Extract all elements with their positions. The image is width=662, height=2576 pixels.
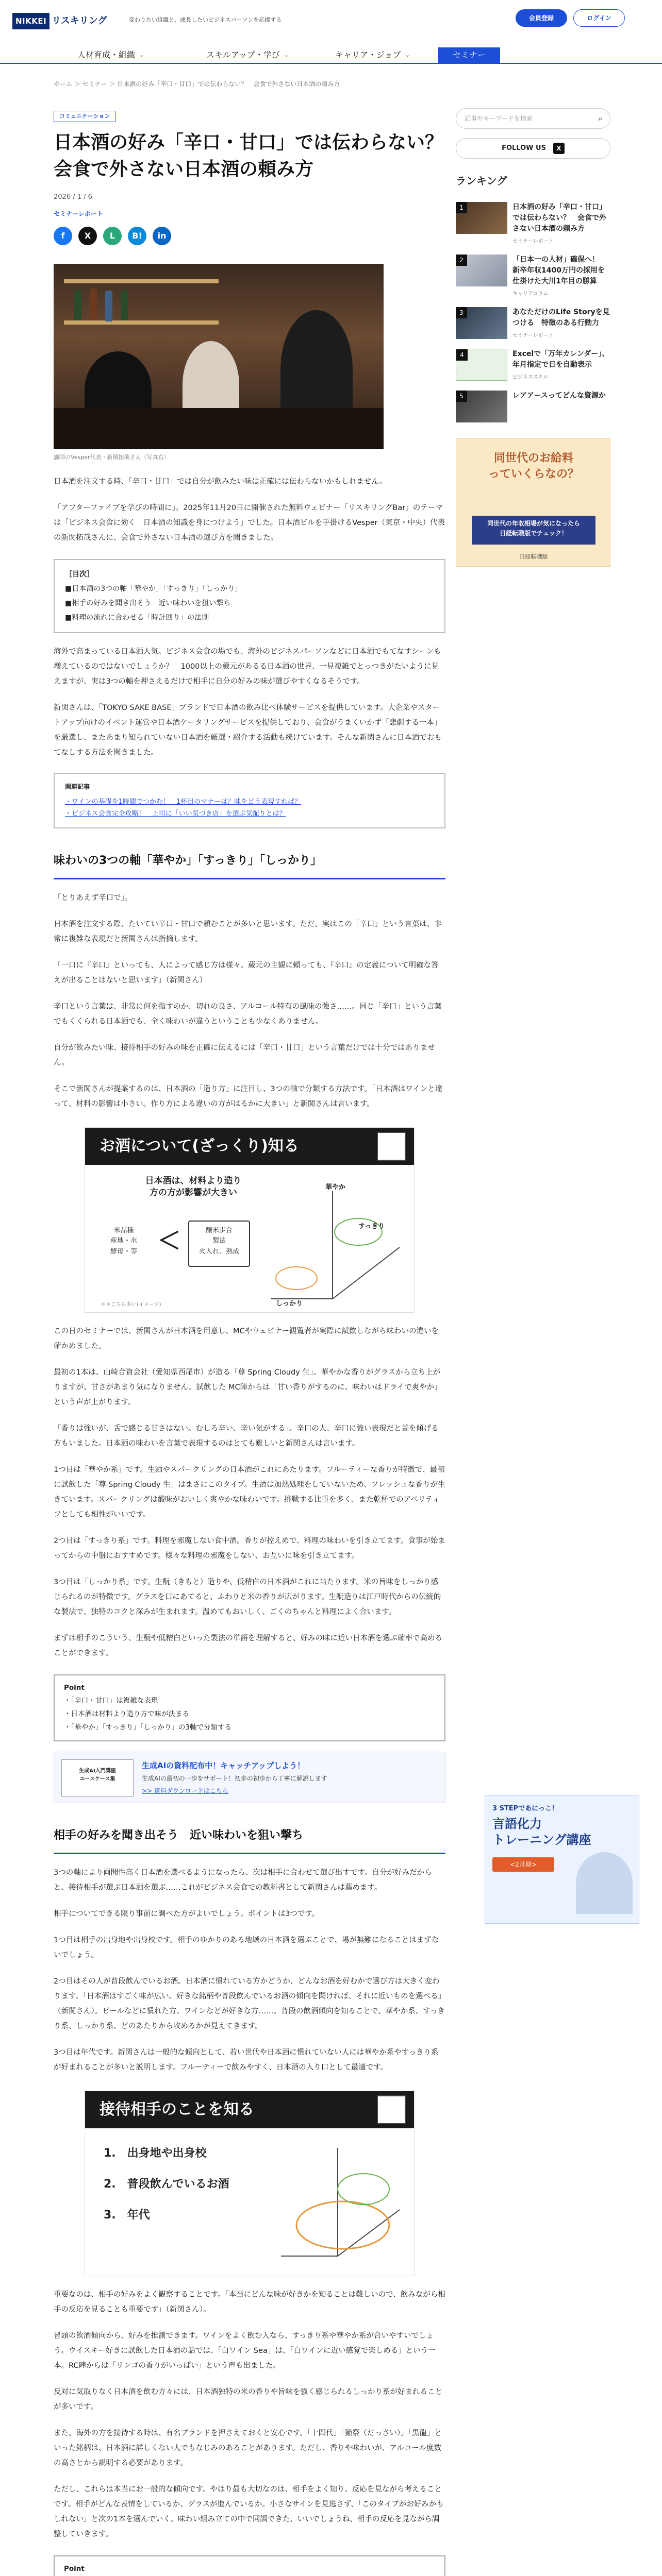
paragraph: 最初の1本は、山崎合資会社（愛知県西尾市）が造る「尊 Spring Cloudy 生」。華やかな香りがグラスから立ち上がりますが、甘さがあまり気になりません。試飲した MC陣からは「甘い香りがするのに、味わいはドライで爽やか」という声が上がります。 [54,1368,442,1406]
slide-know-guest [85,2091,415,2276]
slide-statement: 日本酒は、材料より造り方の方が影響が大きい [145,1175,242,1198]
paragraph: 「香りは強いが、舌で感じる甘さはない。むしろ辛い、辛い気がする」。辛口の人、辛口に強い表現だと首を傾げる方もいました。日本酒の味わいを言葉で表現するのはとても難しいと新関さんは言います。 [54,1424,439,1448]
photo-caption: 講師のVesper代表・新関拓哉さん（写真右） [54,454,170,461]
axis-label-crisp: すっきり [358,1222,385,1230]
chevron-down-icon: ⌄ [284,51,289,58]
paragraph: 「一口に『辛口』といっても、人によって感じ方は様々。蔵元の主観に頼っても、『辛口』の定義について明確な答えが出ることはないと思います」（新関さん） [54,961,439,985]
qr-code-icon [378,1133,405,1160]
promo-banner-genai[interactable] [54,1752,445,1803]
sidebar-ad-salary[interactable] [456,438,610,567]
follow-label: FOLLOW US [502,144,546,152]
ranking-title-text: 「日本一の人材」確保へ！ 新卒年収1400万円の採用を仕掛けた大川1年目の勝算 [512,256,606,285]
rank-number: 2 [456,255,467,266]
search-placeholder: 記事やキーワードを検索 [465,115,533,122]
slide-note: ＊＊こちら多い(イメージ) [101,1301,161,1308]
slide-sake-basics [85,1127,415,1313]
paragraph: 日本酒を注文する時、「辛口・甘口」では自分が飲みたい味は正確には伝わらないかもしれません。 [54,478,387,486]
paragraph: そこで新関さんが提案するのは、日本酒の「造り方」に注目し、3つの軸で分類する方法です。「日本酒はワインと違って、材料の影響は小さい。作り方による違いの方がはるかに大きい」と新関さんは言います。 [54,1084,443,1108]
bottle-shape [74,290,81,320]
nav-underline [0,63,662,64]
point-title: Point [64,1683,85,1692]
slide-title: お酒について(ざっくり)知る [85,1128,415,1165]
paragraph: 3つの軸により両聞性高く日本酒を選べるようになったら、次は相手に合わせて選び出すです。自分が好みだからと、接待相手が選ぶ日本酒を選ぶ……これがビジネス会食での教科書として新関さんは薦めます。 [54,1868,432,1892]
section-heading: 味わいの3つの軸「華やか」「すっきり」「しっかり」 [54,850,445,879]
point-box [54,1674,445,1742]
qr-code-icon [378,2096,405,2123]
site-tagline: 変わりたい組織と、成長したいビジネスパーソンを応援する [129,16,282,23]
promo-thumbnail: 生成AI入門講座 ユースケース集 [61,1759,134,1797]
facebook-icon[interactable]: f [54,227,72,245]
ranking-thumbnail [456,391,507,422]
related-articles [54,773,445,828]
related-link[interactable]: ・ワインの基礎を1時間でつかむ！ 1杯目のマナーは？味をどう表現すれば？ [65,798,302,806]
member-register-button[interactable]: 会員登録 [516,9,567,27]
related-link[interactable]: ・ビジネス会食完全攻略！ 上司に「いい気づき店」を選ぶ気配りとは？ [65,810,286,818]
nav-label: キャリア・ジョブ [335,49,401,60]
point-item: ・「華やか」「すっきり」「しっかり」の3軸で分類する [64,1723,232,1732]
nav-item-career[interactable] [335,47,410,63]
sidebar [456,108,610,567]
section-heading: 相手の好みを聞き出そう 近い味わいを狙い撃ち [54,1825,445,1854]
toc-item[interactable]: ■料理の流れに合わせる「時計回り」の法則 [65,614,209,622]
slide-ingredients: 米品種 産地・水 酵母・等 [110,1226,137,1256]
logo-box: NIKKEI [12,13,49,30]
slide-title: 接待相手のことを知る [85,2091,415,2128]
rank-number: 4 [456,349,468,361]
x-icon: X [553,143,565,154]
bar-shelf [64,320,219,325]
ranking-item[interactable] [456,349,610,382]
ad-brand: 日経転職版 [519,553,548,560]
promo-description: 生成AIの最初の一歩をサポート！初歩の初歩から丁寧に解説します [142,1775,327,1783]
search-input[interactable] [456,108,610,129]
paragraph: 冒頭の飲酒傾向から、好みを推測できます。ワインをよく飲む人なら、すっきり系や華やか系が合いやすいでしょう。ウイスキー好きに試飲した日本酒の話では、「白ワイン Sea」は、「白ワインに近い感覚で楽しめる」という一本。RC陣からは「リンゴの香りがいっぱい」という声も出ました。 [54,2331,436,2370]
ranking-thumbnail [456,202,507,234]
slide-list-item: 3. 年代 [104,2208,150,2222]
ranking-thumbnail [456,307,507,339]
flavor-axes-diagram [276,2138,405,2266]
nav-item-seminar[interactable] [438,47,500,63]
table-of-contents [54,559,445,633]
ranking-title-text: あなただけのLife Storyを見つける 特徴のある行動力 [512,308,610,327]
login-button[interactable]: ログイン [573,9,625,27]
logo-text: リスキリング [52,15,107,26]
bottle-shape [105,291,112,321]
x-icon[interactable]: X [78,227,97,245]
hatena-icon[interactable]: B! [128,227,146,245]
bottle-shape [90,289,97,319]
paragraph: 海外で高まっている日本酒人気。ビジネス会食の場でも、海外のビジネスパーソンなどに日本酒でもてなすシーンも増えているのではないでしょうか？ 1000以上の蔵元があるる日本酒の世界、一見複雑でとっつきがたいように見えますが、実は3つの軸を押さえるだけで相手に自分の好みの味が選びやすくなるそうです。 [54,648,441,686]
site-logo[interactable] [12,12,107,30]
paragraph: まずは相手のこういう、生酛や低精白といった製法の単語を理解すると、好みの味に近い日本酒を選ぶ確率で高めることができます。 [54,1634,442,1657]
slide-list-item: 2. 普段飲んでいるお酒 [104,2177,229,2191]
chevron-down-icon: ⌄ [405,51,410,58]
point-title: Point [64,2564,85,2573]
paragraph: 1つ目は「華やか系」です。生酒やスパークリングの日本酒がこれにあたります。フルーティーな香りが特徴で、最初に試飲した「尊 Spring Cloudy 生」はまさにこのタイプ。生酒は加熱処理をしていないため、フレッシュな香りが生きています。スパークリングは酸味がおいしく爽やかな味わいです。挑戦する比重を多く、また乾杯でのアペリティフとしても相性がいいです。 [54,1465,445,1519]
bottle-shape [121,290,128,320]
nav-item-hr[interactable] [77,47,144,63]
share-buttons [54,227,445,245]
less-than-symbol: ＜ [157,1226,181,1255]
paragraph: 重要なのは、相手の好みをよく観察することです。「本当にどんな味が好きかを知ることは難しいので、飲みながら相手の反応を見ることも重要です」（新関さん）。 [54,2290,445,2314]
rank-number: 3 [456,307,467,318]
paragraph: 1つ目は相手の出身地や出身校です。相手のゆかりのある地域の日本酒を選ぶことで、場が無難になることはまずないでしょう。 [54,1936,439,1959]
paragraph: ただし、これらは本当にお一般的な傾向です。やはり最も大切なのは、相手をよく知り、反応を見ながら考えることです。相手がどんな表情をしているか、グラスが進んでいるか。小さなサインを見逃さず、「このタイプがお好みかもしれない」と次の1本を選んでいく。味わい組み立ての中で同調できた、いいでしょうね、相手の反応を見ながら調整していきます。 [54,2485,444,2538]
site-header [0,0,662,44]
ad-subtext: 同世代の年収相場が気になったら 日経転職版でチェック！ [472,516,595,545]
ranking-category: ビジネススキル [512,375,549,380]
paragraph: 2つ目は「すっきり系」です。料理を邪魔しない食中酒。香りが控えめで、料理の味わいを引き立てます。食事が始まってからの中盤におすすめです。様々な料理の邪魔をしない、お互いに味を引き立てます。 [54,1536,445,1560]
toc-title: ［目次］ [65,570,94,579]
paragraph: 辛口という言葉は、非常に何を指すのか、切れの良さ、アルコール特有の風味の強さ……。同じ「辛口」という言葉でもくくられる日本酒でも、全く味わいが違うということも少なくありません。 [54,1002,442,1026]
slide-list-item: 1. 出身地や出身校 [104,2146,207,2160]
paragraph: 自分が飲みたい味、接待相手の好みの味を正確に伝えるには「辛口・甘口」という言葉だけでは十分ではありません。 [54,1043,435,1067]
ad-person-image [576,1852,633,1914]
related-title: 関連記事 [65,783,90,791]
rank-number: 1 [456,202,467,213]
bar-counter [54,408,384,449]
search-icon[interactable]: ⌕ [598,113,603,123]
nav-item-skillup[interactable] [206,47,289,63]
ranking-category: キャリアコラム [512,291,549,297]
ad-title: 言語化力 トレーニング講座 [492,1817,591,1848]
breadcrumb[interactable]: ホーム ＞ セミナー ＞ 日本酒の好み「辛口・甘口」では伝わらない？ 会食で外さない日本酒の頼み方 [54,80,340,88]
axis-label-fruity: 華やか [325,1183,346,1191]
ranking-category: セミナーレポート [512,239,554,244]
toc-item[interactable]: ■相手の好みを聞き出そう 近い味わいを狙い撃ち [65,599,231,608]
paragraph: また、海外の方を接待する時は、有名ブランドを押さえておくと安心です。「十四代」「獺祭（だっさい）」「黒龍」といった銘柄は、日本酒に詳しくない人でもなじみのあることがあります。ただし、香りや味わいが、アルコール度数の高さとから説明する必要があります。 [54,2429,442,2467]
ranking-item[interactable] [456,202,610,246]
ranking-title-text: レアアースってどんな資源か [512,392,606,400]
paragraph: 反対に気取りなく日本酒を飲む方々には、日本酒独特の米の香りや旨味を強く感じられるしっかり系が好まれることが多いです。 [54,2387,442,2411]
article-main [54,108,462,2576]
line-icon[interactable]: L [103,227,122,245]
bar-shelf [64,279,219,283]
ad-headline: 3 STEPであにっこ！ [492,1805,558,1812]
ranking-item[interactable] [456,255,610,299]
main-nav [0,47,662,63]
follow-us-button[interactable] [456,138,610,159]
ad-headline: 同世代のお給料 っていくらなの？ [488,452,579,481]
chevron-down-icon: ⌄ [139,51,144,58]
point-box [54,2555,445,2576]
paragraph: 新関さんは、「TOKYO SAKE BASE」ブランドで日本酒の飲み比べ体験サービスを提供しています。大企業やスタートアップ向けのイベント運営や日本酒ケータリングサービスを提供しており、会食がうまくいかず「悲劇する一本」を厳選し、またあまり知られていない日本酒を厳選・紹介する活動も続けています。そんな新関さんに日本酒でおもてなしする方法を聞きました。 [54,704,442,757]
ranking-item[interactable] [456,391,610,422]
nav-label: 人材育成・組織 [77,49,136,60]
paragraph: 相手についてできる限り事前に調べた方がよいでしょう。ポイントは3つです。 [54,1909,320,1918]
nav-label: セミナー [453,49,486,60]
paragraph: この日のセミナーでは、新関さんが日本酒を用意し、MCやウェビナー観覧者が実際に試飲しながら味わいの違いを確かめました。 [54,1327,439,1350]
paragraph: 日本酒を注文する際、たいてい辛口・甘口で頼むことが多いと思います。ただ、実はこの「辛口」という言葉は、非常に複雑な表現だと新関さんは指摘します。 [54,920,442,943]
ranking-title-text: Excelで「万年カレンダー」、年月指定で日を自動表示 [512,350,609,369]
linkedin-icon[interactable]: in [153,227,171,245]
slide-process: 醸米歩合 製法 火入れ、熟成 [188,1221,250,1267]
paragraph: 3つ目は年代です。新関さんは一般的な傾向として、若い世代や日本酒に慣れていない人には華やか系やすっきり系が好まれることが多いと説明します。フルーティーで飲みやすく、日本酒の入り口として最適です。 [54,2048,439,2072]
sidebar-ad-training[interactable] [485,1795,639,1924]
category-tag[interactable]: コミュニケーション [54,111,115,122]
toc-item[interactable]: ■日本酒の3つの軸「華やか」「すっきり」「しっかり」 [65,585,242,594]
ranking-title: ランキング [456,175,507,187]
ranking-item[interactable] [456,307,610,341]
ad-term: <2月期> [492,1857,554,1872]
ranking-category: セミナーレポート [512,333,554,338]
point-item: ・日本酒は材料より造り方で味が決まる [64,1709,189,1718]
point-item: ・「辛口・甘口」は複雑な表現 [64,1697,158,1705]
paragraph: 2つ目はその人が普段飲んでいるお酒。日本酒に慣れている方かどうか、どんなお酒を好むかで選び方は大きく変わります。「日本酒はすごく味が広い。好きな銘柄や普段飲んでいるお酒の傾向を聞ければ、それに近いものを選べる」（新関さん）。ビールなどに慣れた方、ワインなどが好きな方……。普段の飲酒傾向を知ることで、華やか系、すっきり系、しっかり系、どのあたりから攻めるかが見えてきます。 [54,1977,445,2030]
ranking-thumbnail [456,255,507,286]
paragraph: 「とりあえず辛口で」。 [54,893,133,902]
article-series[interactable]: セミナーレポート [54,210,103,217]
download-link[interactable]: >> 資料ダウンロードはこちら [142,1787,228,1795]
nav-label: スキルアップ・学び [206,49,280,60]
promo-title: 生成AIの資料配布中！キャッチアップしよう！ [142,1761,305,1771]
rank-number: 5 [456,391,467,402]
article-title: 日本酒の好み「辛口・甘口」では伝わらない？ 会食で外さない日本酒の頼み方 [54,131,462,180]
hero-photo [54,264,384,449]
paragraph: 「アフターファイブを学びの時間に」。2025年11月20日に開催された無料ウェビナー「リスキリングBar」のテーマは「ビジネス会食に効く 日本酒の知識を身につけよう」でした。日本酒ビルを手掛けるVesper（東京・中央）代表の新関拓哉さんに、会食で外さない日本酒の選び方を聞きました。 [54,504,445,543]
ranking-title-text: 日本酒の好み「辛口・甘口」では伝わらない？ 会食で外さない日本酒の頼み方 [512,203,606,233]
axis-label-rich: しっかり [276,1299,303,1308]
paragraph: 3つ目は「しっかり系」です。生酛（きもと）造りや、低精白の日本酒がこれに当たります。米の旨味をしっかり感じられるのが特徴です。グラスを口にあてると、ふわりと米の香りが広がります。生酛造りは江戸時代からの伝統的な製法で、独特のコクと深みが生まれます。温めてもおいしく、ごくのちゃんと料理によく合います。 [54,1578,441,1616]
article-date: 2026 / 1 / 6 [54,193,92,201]
ranking-thumbnail [456,349,507,381]
